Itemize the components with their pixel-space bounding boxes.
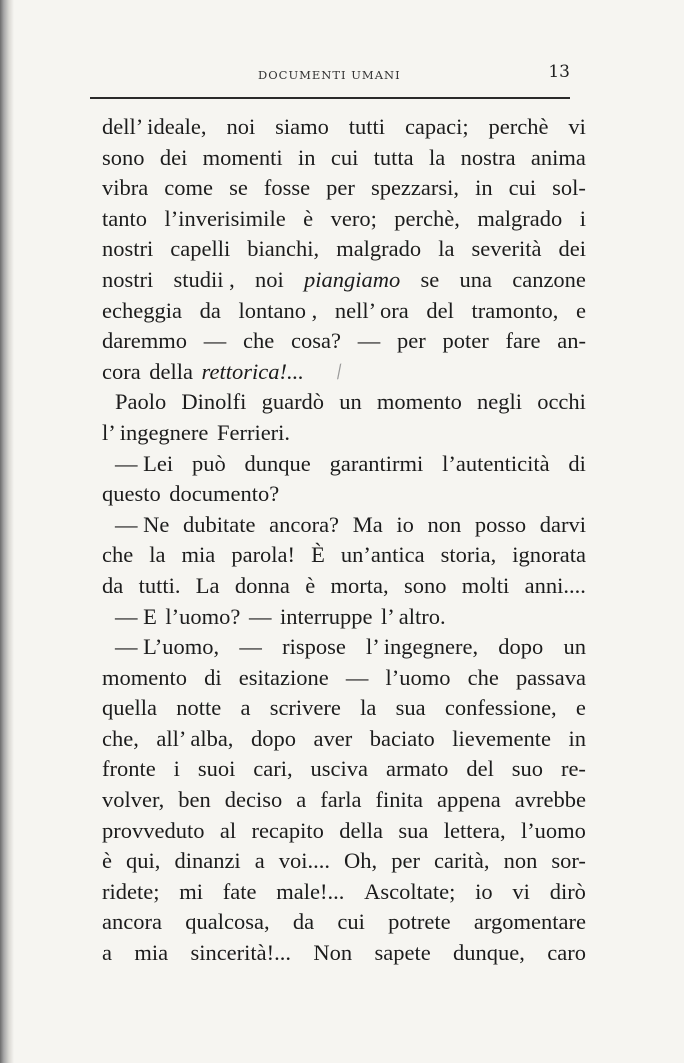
word: piangiamo [304,266,401,292]
word: usciva [310,756,369,782]
word: donna [234,572,290,598]
word: baciato [369,725,435,751]
word: la [360,695,377,721]
word: deciso [224,787,283,813]
text-line [102,510,586,541]
word: capelli [170,236,231,262]
word: per [326,175,355,201]
running-title: DOCUMENTI UMANI [258,68,401,82]
word: cari, [253,756,293,782]
word: Oh, [344,848,378,874]
word: tutti. [138,572,181,598]
word: potrete [388,909,451,935]
word: farla [320,787,362,813]
text-line [102,357,586,388]
word: l’ altro. [381,603,446,629]
word: del [426,297,454,323]
word: a [254,848,265,874]
word: che [467,664,499,690]
word: argomentare [473,909,586,935]
word: morta, [330,572,389,598]
word: sapete [374,940,431,966]
word: momenti [202,144,283,170]
word: da [199,297,221,323]
word: a [296,787,307,813]
word: è [102,848,112,874]
word: severità [471,236,542,262]
text-line [102,816,586,847]
page-binding-edge [0,0,14,1063]
word: non [427,511,462,537]
word: molti [461,572,510,598]
word: Dinolfi [181,389,247,415]
text-line [102,877,586,908]
word: parola! [231,542,296,568]
word: l’ ingegnere [102,419,209,445]
text-line [102,173,586,204]
word: dopo [250,725,296,751]
word: sua [395,695,426,721]
word: voi.... [278,848,331,874]
word: anni.... [524,572,586,598]
word: dei [159,144,188,170]
word: poter [442,328,489,354]
word: avrebbe [514,787,586,813]
text-line [102,143,586,174]
word: la [429,144,446,170]
text-line [102,602,586,633]
word: tutti [348,114,386,139]
word: che [102,542,134,568]
word: vi [512,878,530,904]
word: ben [178,787,211,813]
text-line [102,632,586,663]
word: armato [385,756,449,782]
word: è [303,205,314,231]
word: io [396,511,414,537]
word: — L’uomo, [115,634,220,660]
word: che, [102,725,139,751]
word: io [475,878,493,904]
word: rispose [282,634,346,660]
word: dei [558,236,586,262]
word: — E [115,603,157,629]
text-line [102,785,586,816]
word: per [391,848,420,874]
word: se [420,266,440,292]
word: appena [437,787,501,813]
word: Ma [352,511,383,537]
word: passava [515,664,586,690]
word: fare [505,328,541,354]
word: scrivere [269,695,341,721]
word: di [204,664,222,690]
word: daremmo [102,328,187,354]
word: confessione, [444,695,557,721]
word: l’ ingegnere, [366,634,479,660]
text-line [102,693,586,724]
word: nostra [460,144,516,170]
word: darvi [539,511,586,537]
word: lettera, [443,817,506,843]
word: spezzarsi, [370,175,460,201]
word: dubitate [183,511,256,537]
word: mia [181,542,216,568]
word: — Ne [115,511,170,537]
word: tramonto, [471,297,559,323]
pencil-mark: ⁄ [334,362,345,383]
word: anima [530,144,586,170]
word: una [459,266,492,292]
word: lievemente [452,725,551,751]
word: sincerità!... [190,940,292,966]
word: al [219,817,237,843]
word: documento? [169,481,280,507]
word: aver [313,725,353,751]
word: — Lei [115,450,174,476]
word: ancora? [269,511,340,537]
text-line [102,387,586,418]
word: cui [508,175,537,201]
word: di [568,450,586,476]
word: capaci; [404,114,469,139]
word: nell’ ora [334,297,409,323]
word: fate [222,878,257,904]
word: cosa? [291,328,341,354]
text-line [102,846,586,877]
word: posso [474,511,527,537]
word: siamo [275,114,329,139]
text-line [102,449,586,480]
text-line [102,938,586,969]
text-line [102,479,586,510]
word: da [292,909,315,935]
word: l’uomo [385,664,451,690]
word: bianchi, [247,236,320,262]
word: in [475,175,493,201]
word: an- [557,328,586,354]
word: della [149,358,193,384]
word: vibra [102,175,149,201]
word: mi [179,878,204,904]
word: male!... [276,878,345,904]
word: la [438,236,455,262]
text-line [102,326,586,357]
word: se [229,175,248,201]
word: del [466,756,494,782]
word: ignorata [512,542,586,568]
word: — [357,328,381,354]
word: momento [376,389,462,415]
word: studii , [173,266,235,292]
word: un [339,389,362,415]
word: ancora [102,909,162,935]
text-line [102,754,586,785]
text-line [102,204,586,235]
text-line [102,724,586,755]
text-line [102,663,586,694]
word: — [203,328,227,354]
word: cora [102,358,141,384]
body-text [102,112,586,969]
word: finita [375,787,423,813]
word: un’antica [340,542,425,568]
word: i [173,756,180,782]
word: lontano , [238,297,318,323]
word: mia [134,940,169,966]
word: noi [255,266,284,292]
word: noi [226,114,256,139]
word: vi [568,114,586,139]
word: tanto [102,205,147,231]
word: in [568,725,586,751]
word: in [298,144,316,170]
word: la [149,542,166,568]
word: qualcosa, [185,909,270,935]
page-header [90,62,570,86]
word: sua [398,817,429,843]
word: negli [477,389,523,415]
text-line [102,234,586,265]
header-rule [90,97,570,99]
word: perchè [488,114,549,139]
word: caro [547,940,586,966]
word: l’autenticità [442,450,550,476]
word: a [102,940,112,966]
word: notte [176,695,222,721]
word: malgrado [336,236,422,262]
word: canzone [512,266,586,292]
text-line [102,265,586,296]
word: recapito [251,817,324,843]
word: i [579,205,586,231]
word: questo [102,481,161,507]
word: è [305,572,316,598]
word: può [191,450,226,476]
word: suo [511,756,544,782]
text-line [102,296,586,327]
text-line [102,571,586,602]
text-line [102,907,586,938]
word: momento [102,664,187,690]
word: sono [403,572,447,598]
word: quella [102,695,157,721]
word: suoi [197,756,236,782]
word: guardò [261,389,325,415]
word: malgrado [477,205,563,231]
word: carità, [433,848,490,874]
word: come [164,175,214,201]
word: interruppe [280,603,373,629]
word: — [345,664,369,690]
word: storia, [440,542,497,568]
word: nostri [102,236,154,262]
word: sol- [552,175,586,201]
word: Ferrieri. [216,419,291,445]
word: dirò [549,878,586,904]
word: l’uomo? [165,603,241,629]
text-line [102,112,586,143]
word: volver, [102,787,165,813]
word: e [575,695,586,721]
word: tutta [373,144,414,170]
word: vero; [330,205,377,231]
page-number: 13 [548,62,570,82]
word: sor- [551,848,586,874]
word: un [563,634,586,660]
word: fosse [263,175,311,201]
word: dopo [498,634,544,660]
word: l’inverisimile [164,205,286,231]
word: da [102,572,124,598]
word: cui [337,909,365,935]
word: — [248,603,272,629]
word: perchè, [394,205,460,231]
word: e [575,297,586,323]
word: provveduto [102,817,205,843]
word: Ascoltate; [364,878,456,904]
word: cui [330,144,359,170]
word: re- [560,756,586,782]
word: — [239,634,262,660]
word: ridete; [102,878,160,904]
word: dunque [244,450,311,476]
word: garantirmi [329,450,424,476]
word: È [311,542,325,568]
word: qui, [126,848,161,874]
word: occhi [537,389,586,415]
word: per [397,328,426,354]
word: a [240,695,251,721]
word: all’ alba, [156,725,234,751]
word: dunque, [453,940,525,966]
word: sono [102,144,145,170]
word: La [195,572,220,598]
text-line [102,540,586,571]
word: Paolo [115,389,167,415]
word: echeggia [102,297,182,323]
text-line [102,418,586,449]
word: esitazione [238,664,329,690]
word: dinanzi [174,848,241,874]
word: nostri [102,266,154,292]
word: dell’ ideale, [102,114,207,139]
word: fronte [102,756,156,782]
word: della [339,817,384,843]
word: che [243,328,275,354]
word: non [503,848,538,874]
word: rettorica!... [201,358,304,384]
word: Non [313,940,353,966]
word: l’uomo [520,817,586,843]
